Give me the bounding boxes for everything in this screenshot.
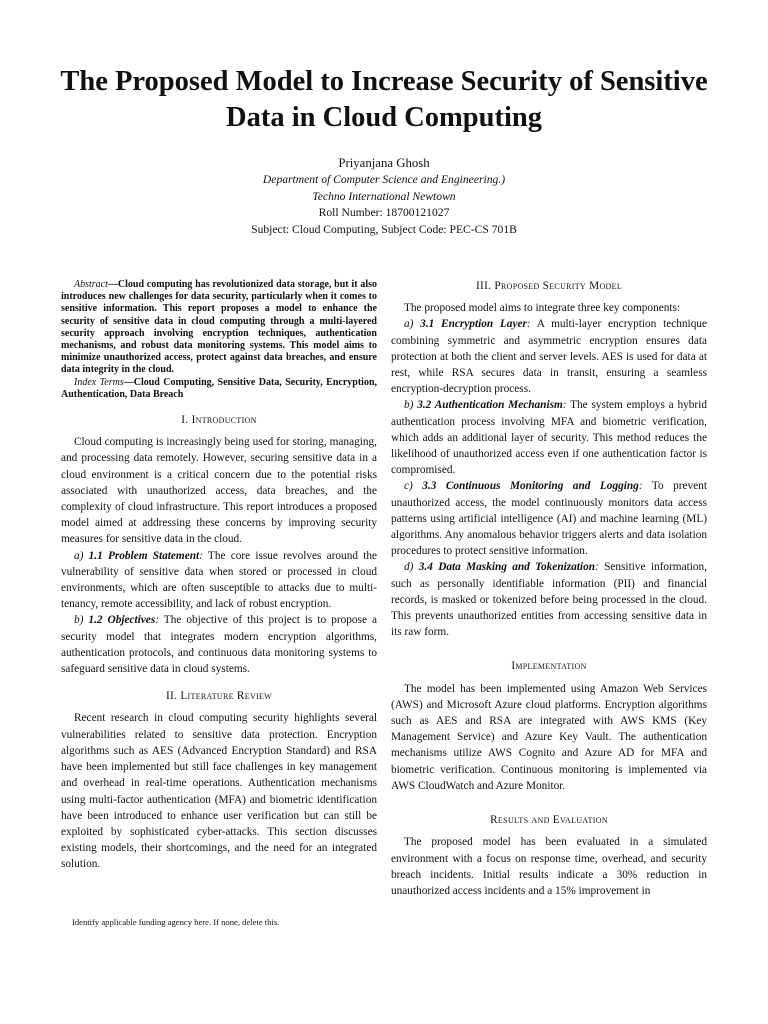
abstract-text: —Cloud computing has revolutionized data storage, but it also introduces new challenges for data security, particularly when it comes to sensitive information. This report proposes a model to enhance the security of sensitive data in cloud computing through a multi-layered security approach involving encryption techniques, authentication mechanisms, and robust data monitoring systems. This model aims to minimize unauthorized access, protect against data breaches, and ensure data integrity in the cloud. <box>61 279 377 376</box>
encryption-layer-prefix: a) <box>404 318 421 331</box>
monitoring-colon: : <box>638 480 643 493</box>
section-heading-implementation: Implementation <box>511 660 587 673</box>
encryption-layer-colon: : <box>526 318 531 331</box>
roll-number: Roll Number: 18700121027 <box>318 206 450 219</box>
masking-prefix: d) <box>404 561 419 574</box>
monitoring-prefix: c) <box>404 480 423 493</box>
index-terms <box>61 377 377 401</box>
section-heading-results: Results and Evaluation <box>490 814 608 827</box>
problem-statement-prefix: a) <box>74 549 89 562</box>
authentication-prefix: b) <box>404 399 418 412</box>
model-intro: The proposed model aims to integrate three key components: <box>404 302 681 315</box>
problem-statement-title: 1.1 Problem Statement <box>88 549 200 562</box>
problem-statement-text: The core issue revolves around the vulnerability of sensitive data when stored or processed in cloud environments, which are often susceptible to attacks due to multi-tenancy, remote accessibility, and lack of robust encryption. <box>61 549 378 611</box>
encryption-layer-text: A multi-layer encryption technique combining symmetric and asymmetric encryption ensures data protection at both the client and server levels. AES is used for data at rest, while RSA secures data in transit, ensuring a seamless encryption-decryption process. <box>391 318 708 396</box>
literature-paragraph: Recent research in cloud computing security highlights several vulnerabilities related to sensitive data protection. Encryption algorithms such as AES (Advanced Encryption Standard) and RSA have been implemented but still face challenges in key management and overhead in real-time operations. Authentication mechanisms using multi-factor authentication (MFA) and biometric identification have been introduced to enhance user verification but can still be exploited by sophisticated cyber-attacks. This section discusses existing models, their shortcomings, and the need for an integrated solution. <box>61 712 377 871</box>
authentication-text: The system employs a hybrid authentication process involving MFA and biometric verification, which adds an additional layer of security. This method reduces the likelihood of unauthorized access even if one authentication factor is compromised. <box>391 399 707 477</box>
section-heading-introduction: I. Introduction <box>181 414 257 427</box>
right-column <box>391 278 707 899</box>
funding-footnote: Identify applicable funding agency here. If none, delete this. <box>72 917 280 927</box>
data-masking <box>391 559 707 640</box>
implementation-paragraph: The model has been implemented using Amazon Web Services (AWS) and Microsoft Azure cloud platforms. Encryption algorithms such as AES and RSA are integrated with AWS KMS (Key Management Service) and Azure Key Vault. The authentication mechanisms utilize AWS Cognito and Azure AD for MFA and biometric verification. Continuous monitoring is implemented via AWS CloudWatch and Azure Monitor. <box>391 682 707 792</box>
masking-colon: : <box>595 561 599 574</box>
authentication-mechanism <box>391 397 707 478</box>
section-heading-proposed-model: III. Proposed Security Model <box>475 280 623 292</box>
index-terms-text: —Cloud Computing, Sensitive Data, Security, Encryption, Authentication, Data Breach <box>61 376 378 400</box>
authentication-title: 3.2 Authentication Mechanism <box>417 399 563 412</box>
encryption-layer <box>391 316 707 397</box>
author-institution: Techno International Newtown <box>312 189 456 203</box>
paper-title: The Proposed Model to Increase Security of Sensitive Data in Cloud Computing <box>60 66 708 133</box>
author-name: Priyanjana Ghosh <box>338 156 430 170</box>
abstract-lead: Abstract <box>74 279 108 290</box>
index-terms-lead: Index Terms <box>74 376 124 388</box>
masking-text: Sensitive information, such as personally identifiable information (PII) and financial records, is masked or tokenized before being processed in the cloud. This prevents unauthorized entities from accessing sensitive data in its raw form. <box>391 561 707 639</box>
encryption-layer-title: 3.1 Encryption Layer <box>420 318 527 331</box>
section-heading-literature-review: II. Literature Review <box>165 690 273 703</box>
author-block <box>84 154 684 238</box>
authentication-colon: : <box>562 399 567 412</box>
problem-statement <box>61 548 377 613</box>
monitoring-text: To prevent unauthorized access, the model continuously monitors data access patterns using artificial intelligence (AI) and machine learning (ML) algorithms. Any anomalous behavior triggers alerts and data isolation procedures to protect sensitive information. <box>391 480 707 558</box>
author-department: Department of Computer Science and Engineering.) <box>262 173 506 186</box>
objectives-text: The objective of this project is to propose a security model that integrates modern encryption algorithms, authentication protocols, and continuous data monitoring systems to safeguard sensitive data in cloud systems. <box>61 614 377 676</box>
objectives-colon: : <box>155 614 159 627</box>
masking-title: 3.4 Data Masking and Tokenization <box>418 561 595 574</box>
problem-statement-colon: : <box>199 549 203 562</box>
abstract <box>61 279 377 377</box>
left-column <box>61 279 377 873</box>
subject-line: Subject: Cloud Computing, Subject Code: PEC-CS 701B <box>251 222 517 236</box>
monitoring-logging <box>391 478 707 559</box>
monitoring-title: 3.3 Continuous Monitoring and Logging <box>422 480 639 493</box>
objectives-title: 1.2 Objectives <box>88 614 156 627</box>
objectives-prefix: b) <box>74 614 89 627</box>
intro-paragraph: Cloud computing is increasingly being used for storing, managing, and processing data remotely. However, securing sensitive data in a cloud environment is a critical concern due to the potential risks associated with unauthorized access, data breaches, and the complexity of cloud infrastructure. This report introduces a proposed model aimed at addressing these concerns by improving security measures for sensitive data in the cloud. <box>61 436 377 546</box>
results-paragraph: The proposed model has been evaluated in a simulated environment with a focus on response time, overhead, and security breach incidents. Initial results indicate a 30% reduction in unauthorized access incidents and a 15% improvement in <box>391 836 707 897</box>
objectives <box>61 612 377 677</box>
